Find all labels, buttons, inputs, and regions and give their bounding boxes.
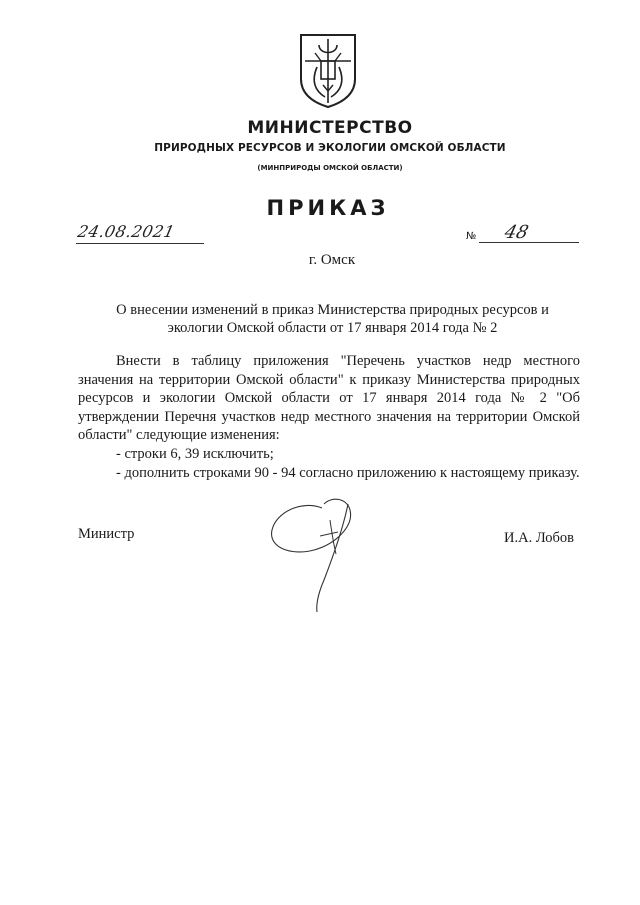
body-item-1: - строки 6, 39 исключить; xyxy=(116,445,274,462)
document-title: ПРИКАЗ xyxy=(266,196,390,220)
document-number: 48 xyxy=(502,222,531,243)
signatory-position: Министр xyxy=(78,526,135,542)
body-intro: Внести в таблицу приложения "Перечень участков недр местного значения на территории Омской области" к приказу Министерства природных ресурсов и экологии Омской области от 17 января 2014 года № 2 "Об утверждении Перечня участков недр местного значения на территории Омской области" следующие изменения: xyxy=(78,353,580,444)
document-subject: О внесении изменений в приказ Министерства природных ресурсов и экологии Омской области от 17 января 2014 года № 2 xyxy=(116,302,549,336)
signatory-name: И.А. Лобов xyxy=(504,530,575,546)
body-item-2: - дополнить строками 90 - 94 согласно приложению к настоящему приказу. xyxy=(116,464,580,481)
number-underline xyxy=(479,242,579,243)
omsk-coat-of-arms-icon xyxy=(297,31,359,109)
city: г. Омск xyxy=(308,252,356,268)
ministry-short-name: (МИНПРИРОДЫ ОМСКОЙ ОБЛАСТИ) xyxy=(257,164,403,172)
number-label: № xyxy=(466,231,477,242)
document-date: 24.08.2021 xyxy=(75,222,177,241)
ministry-title: МИНИСТЕРСТВО xyxy=(247,118,413,138)
document-body xyxy=(78,352,580,482)
handwritten-signature-icon xyxy=(262,490,377,615)
date-underline xyxy=(76,243,204,244)
ministry-subtitle: ПРИРОДНЫХ РЕСУРСОВ И ЭКОЛОГИИ ОМСКОЙ ОБЛАСТИ xyxy=(154,142,506,154)
